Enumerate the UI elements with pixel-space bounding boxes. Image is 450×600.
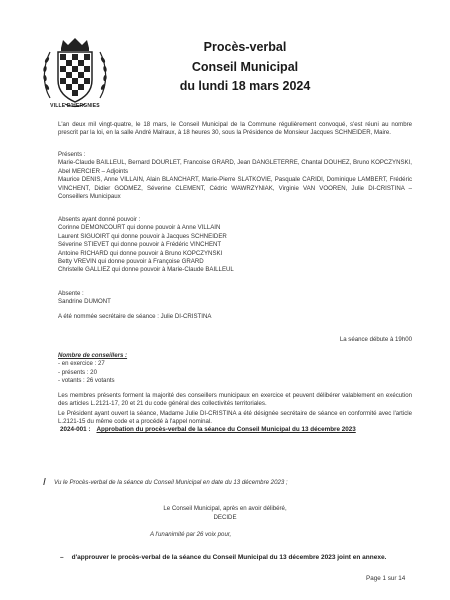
absente-label: Absente : [58,290,84,297]
pouvoirs-label: Absents ayant donné pouvoir : [58,216,141,223]
resolution-title: Approbation du procès-verbal de la séance du Conseil Municipal du 13 décembre 2023 [96,426,356,433]
counts-section [58,352,412,386]
document-subtitle: Conseil Municipal [191,60,299,74]
bracket-mark-icon [43,478,51,485]
page-number: Page 1 sur 14 [366,575,406,582]
vu-text: Vu le Procès-verbal de la séance du Conseil Municipal en date du 13 décembre 2023 ; [54,479,288,486]
quorum-paragraph: Les membres présents forment la majorité des conseillers municipaux en exercice et peuvent délibérer valablement en exécution des articles L.2121-17, 20 et 21 du code général des collectivités territoriales. [58,392,412,408]
pouvoir-item: Séverine STIEVET qui donne pouvoir à Frédéric VINCHENT [58,241,222,249]
count-item: - présents : 20 [58,368,97,376]
pouvoir-item: Corinne DEMONCOURT qui donne pouvoir à Anne VILLAIN [58,224,221,232]
approval-line [60,553,430,562]
pouvoir-item: Laurent SIGUOIRT qui donne pouvoir à Jacques SCHNEIDER [58,232,227,240]
unanimity-line: A l'unanimité par 26 voix pour, [150,531,232,538]
intro-paragraph: L'an deux mil vingt-quatre, le 18 mars, le Conseil Municipal de la Commune régulièrement convoqué, s'est réuni au nombre prescrit par la loi, en la salle André Malraux, à 18 heures 30, sous la Présidence de Monsieur Jacques SCHNEIDER, Maire. [58,121,412,137]
opening-time: La séance débute à 19h00 [339,336,412,343]
absente-section [58,290,412,307]
absente-name: Sandrine DUMONT [58,298,111,306]
bullet-dash-icon: – [60,554,64,561]
presents-adjoints: Marie-Claude BAILLEUL, Bernard DOURLET, Francoise GRARD, Jean DANGLETERRE, Chantal DOUHEZ, Bruno KOPCZYNSKI, Abel MERCIER – Adjoints [58,159,412,175]
presents-label: Présents : [58,151,86,158]
counts-label: Nombre de conseillers : [58,352,128,359]
secretary-line: A été nommée secrétaire de séance : Julie DI-CRISTINA [58,313,212,320]
resolution-heading [60,426,410,433]
vu-line [44,478,404,486]
resolution-number: 2024-001 : [60,426,91,433]
pouvoir-item: Antoine RICHARD qui donne pouvoir à Bruno KOPCZYNSKI [58,249,223,257]
deliberation-line: Le Conseil Municipal, après en avoir délibéré, [163,505,287,512]
pouvoirs-section [58,216,412,275]
decide-line: DECIDE [213,514,237,521]
approval-text: d'approuver le procès-verbal de la séance du Conseil Municipal du 13 décembre 2023 joint en annexe. [71,554,387,561]
logo-caption: VILLE D'HERGNIES [50,103,100,109]
count-item: - en exercice : 27 [58,360,105,368]
secretary-paragraph: Le Président ayant ouvert la séance, Madame Julie DI-CRISTINA a été désignée secrétaire de séance en conformité avec l'article L.2121-15 du même code et a procédé à l'appel nominal. [58,410,412,426]
pouvoir-item: Christelle GALLIEZ qui donne pouvoir à Marie-Claude BAILLEUL [58,266,234,274]
document-title: Procès-verbal [203,40,287,54]
count-item: - votants : 26 votants [58,377,115,385]
presents-section [58,151,412,201]
pouvoir-item: Betty VREVIN qui donne pouvoir à Françoise GRARD [58,258,204,266]
meeting-date: du lundi 18 mars 2024 [179,79,311,93]
presents-conseillers: Maurice DENIS, Anne VILLAIN, Alain BLANCHART, Marie-Pierre SLATKOVIE, Pasquale CARIDI, Dominique LAMBERT, Frédéric VINCHENT, Didier GODMEZ, Séverine CLEMENT, Cédric WAWRZYNIAK, Virginie VAN VOOREN, Julie DI-CRISTINA – Conseillers Municipaux [58,176,412,201]
